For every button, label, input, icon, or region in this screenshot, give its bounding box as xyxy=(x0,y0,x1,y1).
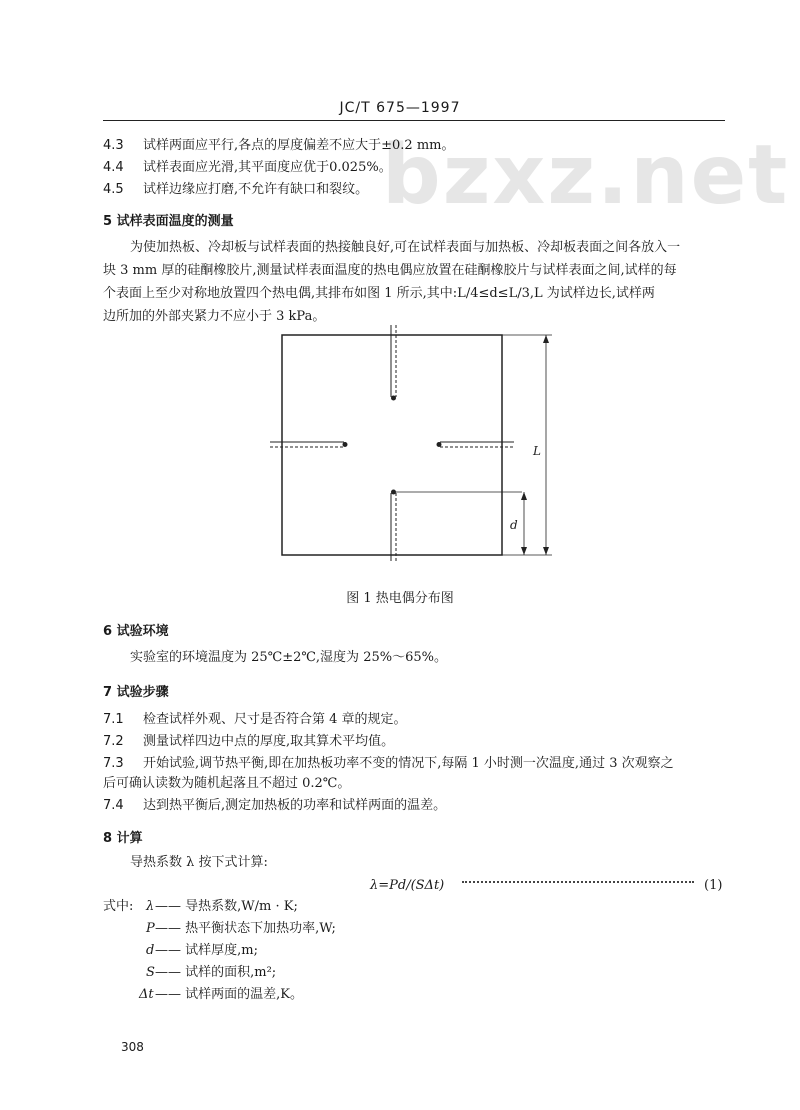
formula-leader-dots xyxy=(462,881,694,883)
clause-4-4 xyxy=(103,158,392,178)
clause-7-2 xyxy=(103,732,394,752)
L-label: L xyxy=(533,444,541,458)
where-label: 式中: xyxy=(103,899,134,914)
clause-7-1 xyxy=(103,710,407,730)
clause-number: 4.3 xyxy=(103,138,124,153)
clause-7-4 xyxy=(103,796,446,816)
clause-7-3-continued xyxy=(103,774,350,794)
variable-definition: P—— 热平衡状态下加热功率,W; xyxy=(146,921,336,936)
clause-number: 4.4 xyxy=(103,160,124,175)
d-label: d xyxy=(510,518,518,532)
standard-number-header: JC/T 675—1997 xyxy=(339,100,461,116)
clause-text: 试样两面应平行,各点的厚度偏差不应大于±0.2 mm。 xyxy=(143,138,455,153)
d-arrow-top xyxy=(521,492,527,500)
clause-number: 7.1 xyxy=(103,712,124,727)
clause-4-3 xyxy=(103,136,455,156)
variable-desc: —— 试样的面积,m²; xyxy=(155,965,277,980)
section-6-heading: 6 试验环境 xyxy=(103,624,169,639)
page-number: 308 xyxy=(121,1040,144,1054)
thermocouple-junction-top xyxy=(391,396,396,401)
formula-intro: 导热系数 λ 按下式计算: xyxy=(130,855,268,870)
clause-text: 检查试样外观、尺寸是否符合第 4 章的规定。 xyxy=(143,712,407,727)
section-6-para: 实验室的环境温度为 25℃±2℃,湿度为 25%～65%。 xyxy=(130,650,447,665)
clause-text: 达到热平衡后,测定加热板的功率和试样两面的温差。 xyxy=(143,798,447,813)
figure-caption: 图 1 热电偶分布图 xyxy=(346,591,454,606)
d-arrow-bottom xyxy=(521,547,527,555)
variable-desc: —— 试样厚度,m; xyxy=(155,943,258,958)
section-5-para-line: 边所加的外部夹紧力不应小于 3 kPa。 xyxy=(103,309,326,324)
specimen-outline xyxy=(282,335,502,555)
thermocouple-layout-figure xyxy=(260,325,560,570)
variable-definition: S—— 试样的面积,m²; xyxy=(146,965,277,980)
variable-definition: λ—— 导热系数,W/m · K; xyxy=(146,899,298,914)
thermocouple-junction-right xyxy=(437,442,442,447)
formula-number: (1) xyxy=(704,878,723,893)
L-arrow-bottom xyxy=(543,547,549,555)
variable-desc: —— 试样两面的温差,K。 xyxy=(155,987,303,1002)
clause-text: 开始试验,调节热平衡,即在加热板功率不变的情况下,每隔 1 小时测一次温度,通过 3 次观察之 xyxy=(143,756,674,771)
section-7-heading: 7 试验步骤 xyxy=(103,685,169,700)
clause-number: 7.2 xyxy=(103,734,124,749)
variable-definition: d—— 试样厚度,m; xyxy=(146,943,258,958)
variable-desc: —— 导热系数,W/m · K; xyxy=(155,899,298,914)
clause-text: 后可确认读数为随机起落且不超过 0.2℃。 xyxy=(103,776,351,791)
section-5-para-line: 个表面上至少对称地放置四个热电偶,其排布如图 1 所示,其中:L/4≤d≤L/3,L 为试样边长,试样两 xyxy=(103,286,655,301)
thermocouple-junction-left xyxy=(343,442,348,447)
variable-definition: Δt—— 试样两面的温差,K。 xyxy=(139,987,303,1002)
thermocouple-junction-bottom xyxy=(391,490,396,495)
clause-text: 测量试样四边中点的厚度,取其算术平均值。 xyxy=(143,734,395,749)
section-5-heading: 5 试样表面温度的测量 xyxy=(103,214,234,229)
formula: λ=Pd/(SΔt) xyxy=(370,878,445,893)
clause-number: 4.5 xyxy=(103,182,124,197)
clause-text: 试样边缘应打磨,不允许有缺口和裂纹。 xyxy=(143,182,369,197)
clause-number: 7.3 xyxy=(103,756,124,771)
L-arrow-top xyxy=(543,335,549,343)
header-rule xyxy=(103,120,725,121)
section-8-heading: 8 计算 xyxy=(103,831,143,846)
clause-text: 试样表面应光滑,其平面度应优于0.025%。 xyxy=(143,160,392,175)
watermark-text: bzxz.net xyxy=(382,128,790,223)
section-5-para-line: 为使加热板、冷却板与试样表面的热接触良好,可在试样表面与加热板、冷却板表面之间各放入一 xyxy=(130,240,681,255)
section-5-para-line: 块 3 mm 厚的硅酮橡胶片,测量试样表面温度的热电偶应放置在硅酮橡胶片与试样表面之间,试样的每 xyxy=(103,263,677,278)
clause-7-3 xyxy=(103,754,674,774)
clause-number: 7.4 xyxy=(103,798,124,813)
clause-4-5 xyxy=(103,180,368,200)
variable-desc: —— 热平衡状态下加热功率,W; xyxy=(155,921,336,936)
